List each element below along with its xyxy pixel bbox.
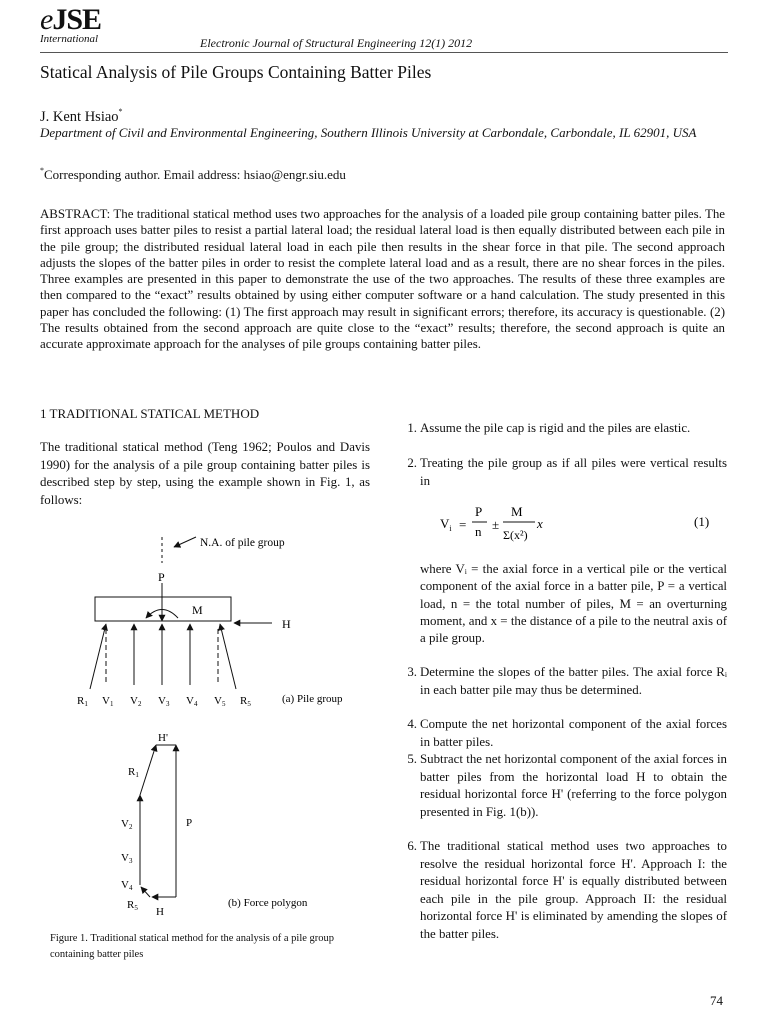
header-divider [40, 52, 728, 53]
poly-hprime-label: H' [158, 732, 168, 744]
eq-x: x [537, 516, 543, 531]
figure-caption: Figure 1. Traditional statical method for the analysis of a pile group containing batter piles [50, 933, 335, 960]
label-v2: V2 [130, 695, 142, 708]
pile-group-diagram [77, 537, 343, 708]
na-pointer [174, 537, 196, 547]
poly-p-label: P [186, 817, 193, 829]
label-r1: R1 [77, 695, 88, 708]
eq-number: (1) [694, 514, 710, 529]
eq-den2: Σ(x²) [503, 528, 528, 542]
pile-cap [95, 597, 231, 621]
journal-logo [40, 5, 101, 45]
poly-r1-label: R1 [128, 766, 139, 779]
poly-v4-label: V4 [121, 879, 133, 892]
pile-r5 [220, 624, 236, 689]
na-label: N.A. of pile group [200, 537, 285, 549]
affiliation: Department of Civil and Environmental Engineering, Southern Illinois University at Carbondale, Carbondale, IL 62901, USA [40, 125, 697, 140]
equation-1 [395, 500, 727, 552]
figure-1 [40, 525, 380, 925]
author-name: J. Kent Hsiao [40, 109, 119, 125]
logo-main-text: JSE [52, 3, 102, 36]
load-h-label: H [282, 617, 291, 631]
paper-title: Statical Analysis of Pile Groups Containing Batter Piles [40, 62, 432, 82]
eq-num2: M [511, 504, 523, 519]
subcaption-b: (b) Force polygon [228, 897, 308, 909]
poly-h-label: H [156, 906, 164, 918]
page-number: 74 [710, 993, 723, 1008]
poly-r5-label: R5 [127, 899, 138, 912]
corresponding-mark: * [40, 166, 44, 175]
eq-lhs: $V_i$ [440, 516, 452, 533]
corresponding-author [40, 166, 346, 183]
journal-name: Electronic Journal of Structural Engineering 12(1) 2012 [200, 36, 473, 50]
poly-r1-line [140, 745, 156, 795]
author-mark: * [118, 107, 123, 116]
eq-den1: n [475, 524, 482, 539]
label-v3: V3 [158, 695, 170, 708]
force-polygon-diagram [121, 732, 308, 918]
eq-num1: P [475, 504, 483, 519]
corresponding-text: Corresponding author. Email address: hsiao@engr.siu.edu [44, 167, 346, 182]
label-v4: V4 [186, 695, 198, 708]
pile-r1 [90, 624, 106, 689]
section-heading: 1 TRADITIONAL STATICAL METHOD [40, 406, 260, 421]
equation-explanation: where Vᵢ = the axial force in a vertical pile or the vertical component of the axial force in a batter pile, P = a vertical load, n = the total number of piles, M = an overturning moment, and x = the distance of a pile to the neutral axis of a pile group. [420, 562, 727, 646]
logo-e: e [40, 3, 53, 36]
label-v1: V1 [102, 695, 114, 708]
label-r5: R5 [240, 695, 251, 708]
eq-equals: = [459, 517, 467, 532]
eq-plusminus: ± [492, 517, 500, 532]
intro-paragraph: The traditional statical method (Teng 1962; Poulos and Davis 1990) for the analysis of a pile group containing batter piles is described step by step, using the example shown in Fig. 1, as follows: [40, 440, 370, 507]
poly-v3-label: V3 [121, 852, 133, 865]
label-v5: V5 [214, 695, 226, 708]
subcaption-a: (a) Pile group [282, 693, 343, 705]
load-p-label: P [158, 570, 165, 584]
abstract: ABSTRACT: The traditional statical method uses two approaches for the analysis of a loaded pile group containing batter piles. The first approach uses batter piles to resist a partial lateral load; the residual lateral load is then equally distributed between each pile in the pile group; the distributed residual lateral load in each pile then results in the shear force in that pile. The second approach adjusts the slopes of the batter piles in order to resist the complete lateral load and as a result, there are no shear forces in the piles. Three examples are presented in this paper to demonstrate the use of the two approaches. The results of these three examples are then compared to the “exact” results obtained by using either computer software or a hand calculation. The study presented in this paper has concluded the following: (1) The first approach may result in significant errors; therefore, its accuracy is questionable. (2) The results obtained from the second approach are quite close to the “exact” results; therefore, the second approach is quite an accurate approximate approach for the analyses of pile groups containing batter piles. [40, 207, 725, 352]
poly-v2-label: V2 [121, 818, 133, 831]
moment-label: M [192, 603, 203, 617]
poly-r5-line [141, 887, 150, 897]
logo-subtitle: International [40, 33, 99, 45]
